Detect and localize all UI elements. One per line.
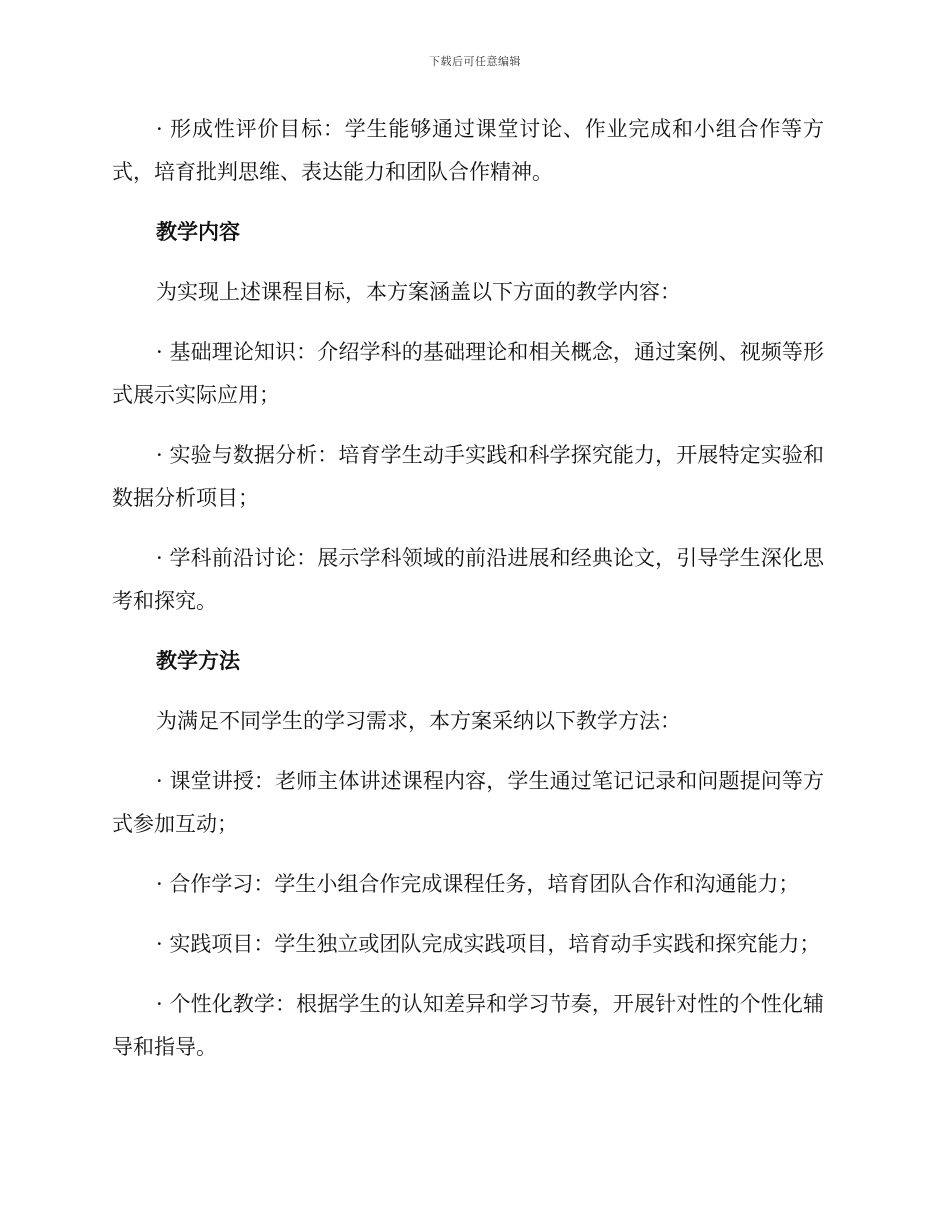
document-body	[112, 108, 824, 1086]
section-heading-teaching-content: 教学内容	[156, 220, 240, 244]
paragraph-cooperative-learning: · 合作学习：学生小组合作完成课程任务，培育团队合作和沟通能力；	[156, 872, 800, 896]
paragraph-content-intro: 为实现上述课程目标，本方案涵盖以下方面的教学内容：	[156, 280, 681, 304]
paragraph-lecture: · 课堂讲授：老师主体讲述课程内容，学生通过笔记记录和问题提问等方式参加互动；	[112, 769, 824, 836]
paragraph-personalized-teaching: · 个性化教学：根据学生的认知差异和学习节奏，开展针对性的个性化辅导和指导。	[112, 992, 824, 1059]
paragraph-practice-project: · 实践项目：学生独立或团队完成实践项目，培育动手实践和探究能力；	[156, 932, 821, 956]
section-heading-teaching-methods: 教学方法	[156, 649, 240, 673]
paragraph-frontier-discussion: · 学科前沿讨论：展示学科领域的前沿进展和经典论文，引导学生深化思考和探究。	[112, 546, 824, 613]
paragraph-experiment-analysis: · 实验与数据分析：培育学生动手实践和科学探究能力，开展特定实验和数据分析项目；	[112, 443, 824, 510]
paragraph-basic-theory: · 基础理论知识：介绍学科的基础理论和相关概念，通过案例、视频等形式展示实际应用；	[112, 340, 824, 407]
paragraph-methods-intro: 为满足不同学生的学习需求，本方案采纳以下教学方法：	[156, 709, 681, 733]
page-header: 下载后可任意编辑	[429, 55, 521, 68]
paragraph-formative-evaluation: · 形成性评价目标：学生能够通过课堂讨论、作业完成和小组合作等方式，培育批判思维、表达能力和团队合作精神。	[112, 117, 824, 184]
